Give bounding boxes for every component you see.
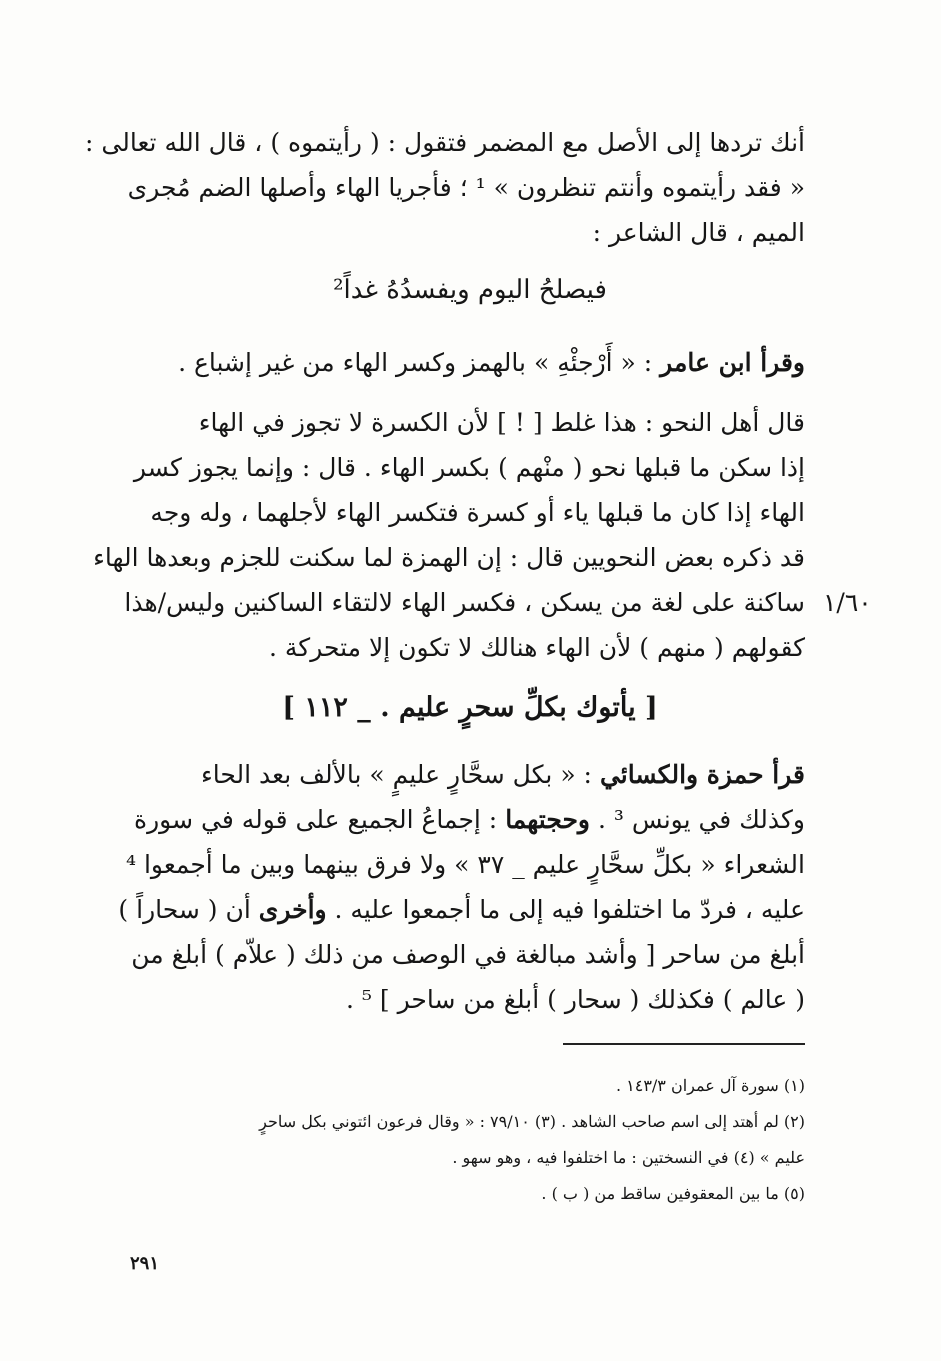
paragraph-3 xyxy=(93,400,805,670)
text-line: كقولهم ( منهم ) لأن الهاء هنالك لا تكون إلا متحركة . xyxy=(269,633,805,662)
footnote-divider xyxy=(563,1043,805,1045)
footnotes xyxy=(130,1068,805,1212)
text-line: أنك تردها إلى الأصل مع المضمر فتقول : ( رأيتموه ) ، قال الله تعالى : xyxy=(85,128,805,157)
text-span: أن ( سحاراً ) xyxy=(118,895,259,924)
paragraph-1 xyxy=(85,120,805,255)
keyword: وحجتهما xyxy=(505,805,590,834)
page-number: ٢٩١ xyxy=(130,1253,160,1274)
text-span: : « بكل سحَّارٍ عليمٍ » بالألف بعد الحاء xyxy=(201,760,600,789)
verse-line: فيصلحُ اليوم ويفسدُهُ غداً² xyxy=(333,275,607,305)
text-line xyxy=(135,797,805,842)
text-span: : إجماعُ الجميع على قوله في سورة xyxy=(134,805,506,834)
text-line: أبلغ من ساحر [ وأشد مبالغة في الوصف من ذلك ( علاّم ) أبلغ من xyxy=(131,940,805,969)
text-span: : « أَرْجئْهِ » بالهمز وكسر الهاء من غير إشباع . xyxy=(178,348,661,377)
text-line: ساكنة على لغة من يسكن ، فكسر الهاء لالتقاء الساكنين وليس/هذا xyxy=(124,588,805,617)
reader-name: وقرأ ابن عامر xyxy=(660,348,805,377)
footnote: (١) سورة آل عمران ١٤٣/٣ . xyxy=(615,1076,805,1095)
footnote: عليم » (٤) في النسختين : ما اختلفوا فيه ، وهو سهو . xyxy=(452,1148,805,1167)
text-span: وكذلك في يونس ³ . xyxy=(590,805,805,834)
text-line: قال أهل النحو : هذا غلط [ ! ] لأن الكسرة لا تجوز في الهاء xyxy=(198,408,805,437)
text-line xyxy=(135,340,805,385)
keyword: وأخرى xyxy=(258,895,327,924)
footnote: (٥) ما بين المعقوفين ساقط من ( ب ) . xyxy=(541,1184,805,1203)
reader-name: قرأ حمزة والكسائي xyxy=(599,760,805,789)
footnote: (٢) لم أهتد إلى اسم صاحب الشاهد . (٣) ٧٩/١٠ : « وقال فرعون ائتوني بكل ساحرٍ xyxy=(259,1112,805,1131)
text-line: الهاء إذا كان ما قبلها ياء أو كسرة فتكسر الهاء لأجلهما ، وله وجه xyxy=(150,498,805,527)
section-heading: [ يأتوك بكلِّ سحرٍ عليم . _ ١١٢ ] xyxy=(282,692,658,723)
text-line: الميم ، قال الشاعر : xyxy=(592,218,805,247)
text-line: إذا سكن ما قبلها نحو ( منْهم ) بكسر الهاء . قال : وإنما يجوز كسر xyxy=(133,453,805,482)
text-line: ( عالم ) فكذلك ( سحار ) أبلغ من ساحر ] ⁵ . xyxy=(346,985,805,1014)
text-line xyxy=(135,752,805,797)
paragraph-4 xyxy=(118,752,805,1022)
text-line: قد ذكره بعض النحويين قال : إن الهمزة لما سكنت للجزم وبعدها الهاء xyxy=(93,543,805,572)
text-line: الشعراء « بكلِّ سحَّارٍ عليم _ ٣٧ » ولا فرق بينهما وبين ما أجمعوا ⁴ xyxy=(125,850,805,879)
text-line: « فقد رأيتموه وأنتم تنظرون » ¹ ؛ فأجريا الهاء وأصلها الضم مُجرى xyxy=(127,173,805,202)
marginal-reference: ١/٦٠ xyxy=(823,588,872,617)
text-line xyxy=(118,887,805,932)
text-span: عليه ، فردّ ما اختلفوا فيه إلى ما أجمعوا عليه . xyxy=(326,895,805,924)
paragraph-2 xyxy=(135,340,805,385)
